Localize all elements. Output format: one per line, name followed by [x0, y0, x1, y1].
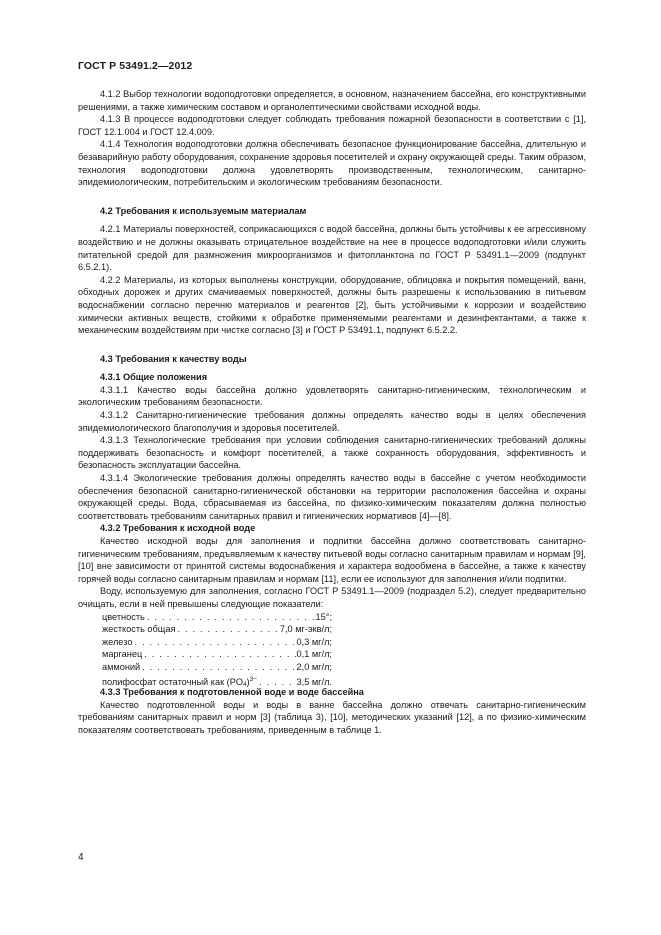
indicator-value: 0,3 мг/л;: [296, 636, 332, 647]
indicator-label: жесткость общая: [102, 624, 176, 635]
indicator-label: аммоний: [102, 661, 141, 672]
indicator-row: [102, 611, 332, 624]
heading-4-3-2: 4.3.2 Требования к исходной воде: [100, 523, 256, 534]
paragraph-4-1-3: 4.1.3 В процессе водоподготовки следует соблюдать требования пожарной безопасности в соответствии с [1], ГОСТ 12.1.004 и ГОСТ 12.4.009.: [78, 114, 586, 137]
paragraph-4-1-2: 4.1.2 Выбор технологии водоподготовки определяется, в основном, назначением бассейна, его конструктивными решениями, а также химическим составом и органолептическими свойствами исходной воды.: [78, 89, 586, 112]
polyphosphate-label: полифосфат остаточный как (PO: [102, 676, 243, 687]
leader-dots: [140, 661, 296, 674]
indicator-value: 2,0 мг/л;: [296, 661, 332, 672]
paragraph-4-1-4: 4.1.4 Технология водоподготовки должна обеспечивать безопасное функционирование бассейна, длительную и безаварийную работу оборудования, сохранение здоровья посетителей и охрану окружающей среды. Таким образом, технология водоподготовки должна удовлетворять производственным, технологическим, санитарно-эпидемиологическим, потребительским и экологическим требованиям безопасности.: [78, 139, 586, 188]
indicator-row: [102, 623, 332, 636]
paragraph-4-3-2-a: Качество исходной воды для заполнения и подпитки бассейна должно соответствовать санитарно-гигиеническим требованиям, предъявляемым к качеству питьевой воды согласно санитарным правилам и нормам [9], [10] вне зависимости от принятой системы водоснабжения и характера водообмена в бассейне, а также к качеству горячей воды согласно санитарным правилам и нормам [11], если ее используют для заполнения и/или подпитки.: [78, 536, 586, 584]
indicator-label: марганец: [102, 649, 143, 660]
paragraph-4-2-2: 4.2.2 Материалы, из которых выполнены конструкции, оборудование, облицовка и покрытия помещений, ванн, обходных дорожек и других смачиваемых поверхностей, должны быть разрешены к использованию в питьевом водоснабжении согласно перечню материалов и реагентов [2], быть устойчивыми к коррозии и воздействию химически активных веществ, стойкими к обработке применяемыми реагентами и дезинфектантами, а также к механическим воздействиям при чистке согласно [3] и ГОСТ Р 53491.1, подпункт 6.5.2.2.: [78, 274, 586, 336]
paragraph-4-3-2-b: Воду, используемую для заполнения, согласно ГОСТ Р 53491.1—2009 (подраздел 5.2), следует предварительно очищать, если в ней превышены следующие показатели:: [78, 586, 586, 609]
paragraph-4-2-1: 4.2.1 Материалы поверхностей, соприкасающихся с водой бассейна, должны быть устойчивы к ее агрессивному воздействию и не должны оказывать отрицательное воздействие на нее в процессе водоподготовки и/или служить питательной средой для размножения микроорганизмов и фитопланктона по ГОСТ Р 53491.1—2009 (подпункт 6.5.2.1).: [78, 224, 586, 273]
paragraph-4-3-1-1: 4.3.1.1 Качество воды бассейна должно удовлетворять санитарно-гигиеническим, технологическим и экологическим требованиям безопасности.: [78, 384, 586, 408]
indicator-list: [102, 611, 332, 687]
leader-dots: [175, 623, 279, 636]
indicator-label: железо: [102, 636, 133, 647]
document-body: [78, 88, 586, 737]
paragraph-4-3-1-4: 4.3.1.4 Экологические требования должны определять качество воды в бассейне с учетом необходимости обеспечения безопасной санитарно-гигиенической обстановки на территории расположения бассейна и охраны окружающей среды. Вода, сбрасываемая из бассейна, по физико-химическим показателям должна полностью соответствовать требованиям санитарных правил и гигиенических нормативов [4]—[8].: [78, 473, 586, 521]
heading-4-3-1: 4.3.1 Общие положения: [100, 372, 208, 383]
polyphosphate-paren: ): [246, 676, 250, 687]
indicator-value: 15°;: [315, 611, 332, 622]
leader-dots: [142, 648, 296, 661]
indicator-row: [102, 636, 332, 649]
document-header: ГОСТ Р 53491.2—2012: [78, 60, 193, 72]
indicator-label: цветность: [102, 611, 145, 622]
indicator-value: 7,0 мг-экв/л;: [279, 624, 332, 635]
polyphosphate-superscript: 3−: [249, 675, 258, 683]
polyphosphate-subscript: 4: [242, 680, 247, 688]
paragraph-4-3-1-3: 4.3.1.3 Технологические требования при условии соблюдения санитарно-гигиенических требований должны поддерживать безопасность и комфорт посетителей, а также сохранность оборудования, эффективность и безопасность эксплуатации бассейна.: [78, 435, 586, 471]
indicator-row-polyphosphate: [102, 674, 332, 687]
heading-4-3-3: 4.3.3 Требования к подготовленной воде и воде бассейна: [100, 687, 364, 698]
leader-dots: [132, 636, 296, 649]
heading-4-2: 4.2 Требования к используемым материалам: [100, 205, 307, 216]
indicator-row: [102, 648, 332, 661]
heading-4-3: 4.3 Требования к качеству воды: [100, 353, 247, 364]
indicator-value: 0,1 мг/л;: [296, 649, 332, 660]
indicator-value: 3,5 мг/л.: [296, 676, 332, 687]
paragraph-4-3-3: Качество подготовленной воды и воды в ванне бассейна должно отвечать санитарно-гигиеническим требованиям санитарных правил и норм [3] (таблица 3), [10], методических указаний [12], а по физико-химическим показателям соответствовать требованиям, приведенным в таблице 1.: [78, 699, 586, 735]
paragraph-4-3-1-2: 4.3.1.2 Санитарно-гигиенические требования должны определять качество воды в целях обеспечения эпидемиологического благополучия и здоровья посетителей.: [78, 410, 586, 433]
page-number: 4: [78, 852, 84, 863]
leader-dots: [145, 611, 316, 624]
indicator-row: [102, 661, 332, 674]
